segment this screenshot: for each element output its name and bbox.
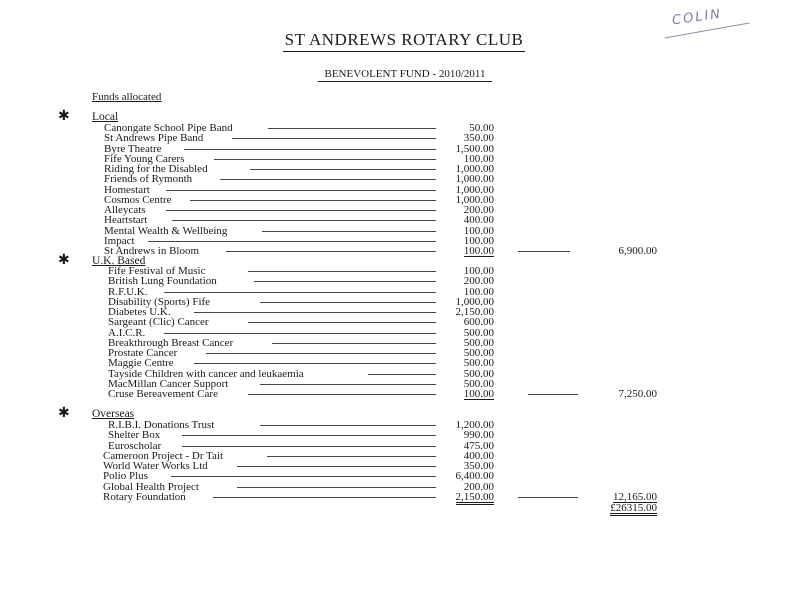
fund-amount: 350.00	[463, 460, 494, 472]
section-marker-icon: ✱	[58, 253, 70, 268]
total-leader-line	[528, 394, 578, 395]
fund-name: MacMillan Cancer Support	[108, 378, 229, 390]
fund-name: Fife Festival of Music	[108, 265, 206, 277]
fund-amount: 50.00	[469, 122, 494, 134]
section-heading: Overseas	[92, 408, 135, 420]
fund-row	[0, 358, 800, 368]
fund-name: Friends of Rymonth	[104, 173, 193, 185]
fund-name: Euroscholar	[108, 440, 162, 452]
fund-name: Shelter Box	[108, 429, 161, 441]
leader-line	[172, 220, 436, 221]
section-total: 12,165.00	[613, 491, 657, 503]
leader-line	[254, 281, 436, 282]
fund-name: Heartstart	[104, 214, 148, 226]
total-leader-line	[518, 497, 578, 498]
leader-line	[237, 466, 436, 467]
fund-amount: 200.00	[463, 275, 494, 287]
leader-line	[164, 292, 436, 293]
fund-row	[0, 276, 800, 286]
leader-line	[368, 374, 436, 375]
fund-amount: 1,000.00	[455, 163, 494, 175]
leader-line	[260, 425, 436, 426]
leader-line	[184, 149, 436, 150]
fund-row	[0, 133, 800, 143]
leader-line	[214, 159, 436, 160]
leader-line	[213, 497, 436, 498]
fund-name: R.F.U.K.	[108, 286, 148, 298]
fund-name: Rotary Foundation	[103, 491, 186, 503]
fund-name: Cosmos Centre	[104, 194, 172, 206]
leader-line	[268, 128, 436, 129]
fund-row	[0, 389, 800, 399]
fund-amount: 990.00	[463, 429, 494, 441]
fund-amount: 200.00	[463, 204, 494, 216]
fund-amount: 500.00	[463, 337, 494, 349]
fund-name: Polio Plus	[103, 470, 148, 482]
section-marker-icon: ✱	[58, 109, 70, 124]
fund-row	[0, 317, 800, 327]
fund-name: Fife Young Carers	[104, 153, 185, 165]
fund-name: Breakthrough Breast Cancer	[108, 337, 234, 349]
fund-name: Maggie Centre	[108, 357, 174, 369]
fund-amount: 500.00	[463, 357, 494, 369]
fund-amount: 100.00	[463, 153, 494, 165]
section-total: 7,250.00	[618, 388, 657, 400]
fund-amount: 475.00	[463, 440, 494, 452]
fund-amount: 2,150.00	[455, 306, 494, 318]
fund-row	[0, 174, 800, 184]
leader-line	[166, 190, 436, 191]
fund-amount: 1,000.00	[455, 184, 494, 196]
fund-name: Disability (Sports) Fife	[108, 296, 211, 308]
fund-name: Prostate Cancer	[108, 347, 178, 359]
section-total: 6,900.00	[618, 245, 657, 257]
fund-name: Mental Wealth & Wellbeing	[104, 225, 228, 237]
fund-name: Cameroon Project - Dr Tait	[103, 450, 223, 462]
fund-name: Global Health Project	[103, 481, 199, 493]
leader-line	[248, 271, 436, 272]
fund-amount: 350.00	[463, 132, 494, 144]
fund-name: Diabetes U.K.	[108, 306, 171, 318]
fund-name: Canongate School Pipe Band	[104, 122, 233, 134]
fund-name: Impact	[104, 235, 135, 247]
leader-line	[171, 476, 436, 477]
fund-row	[0, 471, 800, 481]
fund-row	[0, 492, 800, 502]
fund-amount: 500.00	[463, 378, 494, 390]
leader-line	[237, 487, 436, 488]
fund-amount: 600.00	[463, 316, 494, 328]
fund-name: Byre Theatre	[104, 143, 162, 155]
leader-line	[262, 231, 436, 232]
fund-name: Riding for the Disabled	[104, 163, 208, 175]
leader-line	[194, 312, 436, 313]
leader-line	[206, 353, 436, 354]
fund-amount: 1,000.00	[455, 296, 494, 308]
fund-row	[0, 430, 800, 440]
leader-line	[164, 333, 436, 334]
fund-amount: 2,150.00	[455, 491, 494, 503]
fund-amount: 100.00	[463, 235, 494, 247]
fund-name: St Andrews Pipe Band	[104, 132, 204, 144]
leader-line	[260, 384, 436, 385]
section-heading: U.K. Based	[92, 255, 146, 267]
leader-line	[267, 456, 436, 457]
fund-amount: 100.00	[463, 225, 494, 237]
leader-line	[248, 394, 436, 395]
fund-amount: 500.00	[463, 327, 494, 339]
leader-line	[250, 169, 436, 170]
fund-name: Homestart	[104, 184, 150, 196]
leader-line	[194, 363, 436, 364]
fund-amount: 200.00	[463, 481, 494, 493]
leader-line	[182, 446, 436, 447]
fund-name: Tayside Children with cancer and leukaemia	[108, 368, 304, 380]
fund-amount: 100.00	[463, 245, 494, 257]
handwritten-note: COLIN	[671, 6, 723, 29]
fund-amount: 100.00	[463, 388, 494, 400]
funds-allocated-label: Funds allocated	[92, 91, 162, 103]
fund-amount: 100.00	[463, 286, 494, 298]
fund-amount: 1,500.00	[455, 143, 494, 155]
fund-name: British Lung Foundation	[108, 275, 217, 287]
total-leader-line	[518, 251, 570, 252]
fund-name: Alleycats	[104, 204, 146, 216]
fund-amount: 400.00	[463, 450, 494, 462]
fund-name: Cruse Bereavement Care	[108, 388, 218, 400]
leader-line	[190, 200, 436, 201]
fund-amount: 6,400.00	[455, 470, 494, 482]
section-marker-icon: ✱	[58, 406, 70, 421]
fund-row	[0, 215, 800, 225]
leader-line	[248, 322, 436, 323]
grand-total: £26315.00	[610, 502, 657, 514]
fund-amount: 1,200.00	[455, 419, 494, 431]
fund-name: Sargeant (Clic) Cancer	[108, 316, 209, 328]
leader-line	[272, 343, 436, 344]
section-heading: Local	[92, 111, 119, 123]
fund-amount: 500.00	[463, 368, 494, 380]
leader-line	[182, 435, 436, 436]
document-title: ST ANDREWS ROTARY CLUB	[4, 30, 800, 52]
document-subtitle: BENEVOLENT FUND - 2010/2011	[0, 68, 800, 82]
leader-line	[166, 210, 436, 211]
fund-name: A.I.C.R.	[108, 327, 146, 339]
leader-line	[226, 251, 436, 252]
fund-name: St Andrews in Bloom	[104, 245, 200, 257]
leader-line	[220, 179, 436, 180]
leader-line	[148, 241, 436, 242]
fund-amount: 1,000.00	[455, 173, 494, 185]
fund-amount: 100.00	[463, 265, 494, 277]
fund-name: World Water Works Ltd	[103, 460, 208, 472]
leader-line	[232, 138, 436, 139]
fund-name: R.I.B.I. Donations Trust	[108, 419, 215, 431]
leader-line	[260, 302, 436, 303]
fund-amount: 1,000.00	[455, 194, 494, 206]
fund-amount: 500.00	[463, 347, 494, 359]
fund-amount: 400.00	[463, 214, 494, 226]
